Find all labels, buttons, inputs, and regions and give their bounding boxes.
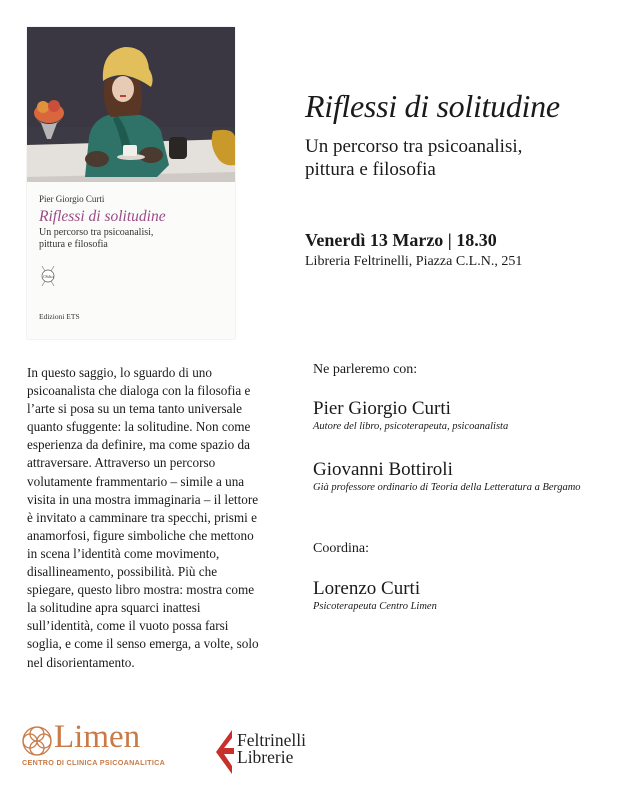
description-line: disallineamento, possibilità. Più che xyxy=(27,564,218,580)
cover-author: Pier Giorgio Curti xyxy=(39,194,105,204)
description-line: la solitudine apra squarci inattesi xyxy=(27,600,201,616)
limen-tagline: CENTRO DI CLINICA PSICOANALITICA xyxy=(22,758,166,767)
event-date-time: Venerdì 13 Marzo | 18.30 xyxy=(305,230,497,250)
cover-subtitle-line2: pittura e filosofia xyxy=(39,239,108,250)
speakers-intro-label: Ne parleremo con: xyxy=(313,362,418,377)
feltrinelli-wordmark-line2: Librerie xyxy=(237,747,294,767)
speaker-role: Già professore ordinario di Teoria della Letteratura a Bergamo xyxy=(313,482,581,493)
cover-subtitle xyxy=(39,227,153,251)
event-subtitle-line1: Un percorso tra psicoanalisi, xyxy=(305,136,523,157)
description-line: psicoanalista che dialoga con la filosofia e xyxy=(27,383,251,399)
limen-rosette-icon xyxy=(20,725,54,757)
description-line: quanto sfuggente: la solitudine. Non come xyxy=(27,419,251,435)
speaker-name: Giovanni Bottiroli xyxy=(313,459,453,480)
speaker-role: Autore del libro, psicoterapeuta, psicoanalista xyxy=(313,421,509,432)
svg-text:Oblio: Oblio xyxy=(43,273,54,279)
book-cover xyxy=(27,27,235,339)
description-line: soglia, e come il senso emerga, a volte, solo xyxy=(27,636,259,652)
oblio-series-logo-icon xyxy=(39,265,57,287)
event-subtitle-line2: pittura e filosofia xyxy=(305,159,436,180)
book-description xyxy=(27,364,282,672)
event-title: Riflessi di solitudine xyxy=(305,88,560,124)
feltrinelli-f-icon xyxy=(212,730,236,774)
feltrinelli-wordmark-line1: Feltrinelli xyxy=(237,730,307,750)
limen-wordmark: Limen xyxy=(54,719,141,755)
description-line: volutamente frammentario – simile a una xyxy=(27,473,245,489)
moderator-role: Psicoterapeuta Centro Limen xyxy=(313,601,437,612)
description-line: in scena l’identità come movimento, xyxy=(27,545,220,561)
description-line: In questo saggio, lo sguardo di uno xyxy=(27,365,212,380)
description-line: visita in una mostra immaginaria – il lettore xyxy=(27,491,259,507)
description-line: esperienza da definire, ma come spazio da xyxy=(27,437,250,453)
event-venue: Libreria Feltrinelli, Piazza C.L.N., 251 xyxy=(305,254,523,269)
cover-subtitle-line1: Un percorso tra psicoanalisi, xyxy=(39,227,154,238)
limen-logo xyxy=(20,719,166,775)
cover-painting xyxy=(27,27,235,182)
description-line: spiegare, questo libro mostra: mostra come xyxy=(27,582,255,598)
description-line: anamorfosi, figure simboliche che mettono xyxy=(27,527,254,543)
speaker-name: Pier Giorgio Curti xyxy=(313,398,451,419)
cover-publisher: Edizioni ETS xyxy=(39,312,80,321)
description-line: l’arte si posa su un tema tanto universale xyxy=(27,401,242,417)
moderator-name: Lorenzo Curti xyxy=(313,578,421,599)
description-line: sull’identità, come il vuoto possa farsi xyxy=(27,618,229,634)
cover-title: Riflessi di solitudine xyxy=(39,208,166,225)
event-subtitle xyxy=(305,135,522,181)
description-line: nel disorientamento. xyxy=(27,654,135,670)
description-line: è invitato a camminare tra specchi, prismi e xyxy=(27,509,257,525)
description-line: attraversare. Attraverso un percorso xyxy=(27,455,216,471)
moderator-label: Coordina: xyxy=(313,541,369,556)
feltrinelli-logo xyxy=(210,728,330,778)
